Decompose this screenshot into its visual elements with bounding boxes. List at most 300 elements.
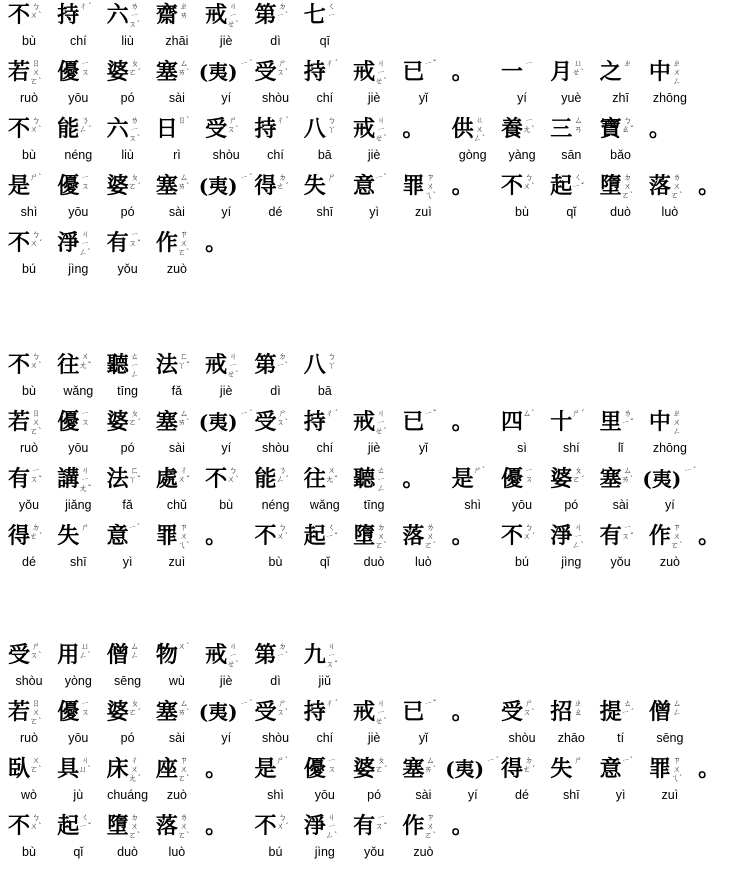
hanzi-glyph: 床 — [106, 756, 129, 782]
zhuyin-annotation: ㄅㄠˇ — [621, 116, 634, 135]
pinyin-annotation: luò — [168, 845, 186, 859]
zhuyin-annotation: ㄕ — [327, 173, 337, 183]
hanzi-glyph: 不 — [205, 466, 228, 492]
zhuyin-annotation: ㄐㄧㄝˋ — [374, 116, 388, 144]
pinyin-annotation: chí — [316, 731, 334, 745]
zhuyin-annotation: ㄐㄧㄡˇ — [325, 642, 339, 670]
hanzi-glyph: 意 — [599, 756, 622, 782]
hanzi-glyph: 塞 — [402, 756, 425, 782]
pinyin-annotation: dì — [270, 384, 281, 398]
pinyin-annotation: duò — [363, 555, 385, 569]
zhuyin-annotation: ㄅㄨˊ — [276, 813, 289, 832]
zhuyin-annotation: ㄐㄧㄝˋ — [374, 59, 388, 87]
pinyin-annotation: shí — [562, 441, 580, 455]
pinyin-annotation: wù — [168, 674, 185, 688]
zhuyin-annotation: ㄧˊ — [239, 699, 253, 709]
hanzi-glyph: 罪 — [648, 756, 671, 782]
pinyin-annotation: bā — [317, 384, 332, 398]
zhuyin-annotation: ㄗㄨㄛˋ — [424, 813, 437, 841]
zhuyin-annotation: ㄧˇ — [424, 699, 437, 709]
hanzi-glyph: 八 — [303, 352, 326, 378]
pinyin-annotation: bù — [22, 34, 36, 48]
zhuyin-annotation: ㄑㄧˇ — [325, 523, 339, 542]
zhuyin-annotation: ㄕ — [574, 756, 583, 766]
pinyin-annotation: bù — [22, 148, 36, 162]
hanzi-glyph: 中 — [648, 59, 671, 85]
zhuyin-annotation: ㄧˋ — [621, 756, 634, 766]
hanzi-glyph: 。 — [648, 116, 671, 142]
hanzi-glyph: 婆 — [550, 466, 573, 492]
hanzi-glyph: 受 — [254, 59, 277, 85]
hanzi-glyph: 受 — [254, 409, 277, 435]
zhuyin-annotation: ㄗㄨㄛˋ — [177, 756, 191, 784]
pinyin-annotation: jiè — [219, 34, 233, 48]
pinyin-annotation: jiǔ — [318, 674, 332, 688]
hanzi-glyph: 僧 — [648, 699, 671, 725]
hanzi-glyph: 養 — [500, 116, 523, 142]
hanzi-glyph: 。 — [698, 756, 721, 782]
pinyin-annotation: chuáng — [107, 788, 149, 802]
hanzi-glyph: 罪 — [155, 523, 178, 549]
hanzi-glyph: 九 — [303, 642, 326, 668]
hanzi-glyph: (夷) — [198, 60, 238, 84]
annotated-character — [694, 523, 744, 569]
zhuyin-annotation: ㄕㄡˋ — [276, 59, 289, 78]
hanzi-glyph: 已 — [402, 409, 425, 435]
zhuyin-annotation: ㄐㄧㄝˋ — [226, 2, 240, 30]
zhuyin-annotation: ㄧˊ — [239, 173, 253, 183]
text-line — [0, 230, 705, 278]
hanzi-glyph: 日 — [155, 116, 178, 142]
zhuyin-annotation: ㄓㄨㄥ — [672, 409, 682, 437]
hanzi-glyph: 墮 — [599, 173, 622, 199]
annotated-character — [398, 699, 448, 745]
zhuyin-annotation: ㄈㄚˇ — [177, 352, 191, 371]
zhuyin-annotation: ㄙㄥ — [130, 642, 139, 661]
hanzi-glyph: 聽 — [106, 352, 129, 378]
annotated-character — [596, 116, 646, 162]
zhuyin-annotation: ㄔˊ — [325, 59, 339, 69]
hanzi-glyph: 聽 — [353, 466, 376, 492]
pinyin-annotation: zuò — [413, 845, 434, 859]
zhuyin-annotation: ㄐㄧㄝˋ — [226, 642, 240, 670]
hanzi-glyph: 塞 — [599, 466, 622, 492]
pinyin-annotation: jìng — [561, 555, 582, 569]
zhuyin-annotation: ㄅㄨˋ — [522, 173, 536, 192]
hanzi-glyph: 戒 — [205, 352, 228, 378]
zhuyin-annotation: ㄧㄡ — [81, 409, 90, 428]
pinyin-annotation: gòng — [458, 148, 487, 162]
pinyin-annotation: yǐ — [418, 441, 428, 455]
pinyin-annotation: pó — [120, 205, 135, 219]
zhuyin-annotation: ㄆㄛˊ — [374, 756, 388, 775]
pinyin-annotation: yǒu — [18, 498, 40, 512]
annotated-character — [300, 2, 350, 48]
zhuyin-annotation: ㄕㄡˋ — [29, 642, 43, 661]
zhuyin-annotation: ㄖㄨㄛˋ — [29, 699, 43, 727]
pinyin-annotation: zuò — [166, 262, 187, 276]
annotated-character — [645, 59, 695, 105]
hanzi-glyph: 淨 — [303, 813, 326, 839]
hanzi-glyph: 有 — [7, 466, 30, 492]
hanzi-glyph: 中 — [648, 409, 671, 435]
hanzi-glyph: 寶 — [599, 116, 622, 142]
zhuyin-annotation: ㄨˋ — [177, 642, 191, 652]
pinyin-annotation: néng — [261, 498, 290, 512]
pinyin-annotation: sēng — [656, 731, 684, 745]
zhuyin-annotation: ㄅㄚ — [327, 352, 337, 371]
pinyin-annotation: zhōng — [652, 91, 687, 105]
pinyin-annotation: sài — [612, 498, 629, 512]
pinyin-annotation: yǐ — [418, 91, 428, 105]
pinyin-annotation: yuè — [561, 91, 582, 105]
pinyin-annotation: luò — [415, 555, 432, 569]
pinyin-annotation: yǒu — [610, 555, 631, 569]
annotated-character — [645, 523, 695, 569]
hanzi-glyph: 優 — [500, 466, 523, 492]
text-line — [0, 409, 705, 457]
hanzi-glyph: 持 — [303, 59, 326, 85]
hanzi-glyph: 三 — [550, 116, 573, 142]
zhuyin-annotation: ㄧˊ — [239, 409, 253, 419]
pinyin-annotation: tīng — [363, 498, 385, 512]
pinyin-annotation: jìng — [314, 845, 335, 859]
pinyin-annotation: jù — [73, 788, 84, 802]
zhuyin-annotation: ㄉㄨㄛˋ — [621, 173, 634, 201]
pinyin-annotation: bù — [515, 205, 529, 219]
pinyin-annotation: jiè — [367, 148, 381, 162]
zhuyin-annotation: ㄕㄡˋ — [226, 116, 240, 135]
pinyin-annotation: qǐ — [73, 845, 84, 859]
pinyin-annotation: yí — [221, 441, 232, 455]
annotated-character — [152, 523, 202, 569]
hanzi-glyph: 不 — [254, 523, 277, 549]
zhuyin-annotation: ㄐㄧㄝˋ — [374, 409, 388, 437]
zhuyin-annotation: ㄩㄝˋ — [571, 59, 585, 78]
zhuyin-annotation: ㄓㄨㄥ — [672, 59, 682, 87]
hanzi-glyph: 作 — [648, 523, 671, 549]
annotated-character — [645, 756, 695, 802]
hanzi-glyph: 作 — [402, 813, 425, 839]
text-line — [0, 116, 705, 164]
zhuyin-annotation: ㄅㄨˋ — [226, 466, 240, 485]
hanzi-glyph: 落 — [155, 813, 178, 839]
pinyin-annotation: duò — [117, 845, 139, 859]
zhuyin-annotation: ㄙㄞˋ — [177, 59, 191, 78]
hanzi-glyph: 塞 — [155, 409, 178, 435]
pinyin-annotation: yí — [221, 91, 232, 105]
zhuyin-annotation: ㄆㄛˊ — [571, 466, 585, 485]
hanzi-glyph: 婆 — [106, 409, 129, 435]
pinyin-annotation: dé — [268, 205, 283, 219]
hanzi-glyph: 法 — [106, 466, 129, 492]
hanzi-glyph: 不 — [7, 230, 30, 256]
pinyin-annotation: bú — [515, 555, 529, 569]
zhuyin-annotation: ㄅㄨˊ — [29, 230, 43, 249]
hanzi-glyph: 優 — [57, 409, 80, 435]
zhuyin-annotation: ㄖˋ — [177, 116, 191, 126]
hanzi-glyph: 處 — [155, 466, 178, 492]
hanzi-glyph: 往 — [57, 352, 80, 378]
zhuyin-annotation: ㄊㄧㄥ — [130, 352, 139, 380]
pinyin-annotation: jiè — [219, 384, 233, 398]
hanzi-glyph: (夷) — [198, 700, 238, 724]
hanzi-glyph: 有 — [353, 813, 376, 839]
hanzi-glyph: 婆 — [106, 173, 129, 199]
text-line — [0, 523, 721, 571]
zhuyin-annotation: ㄅㄨˋ — [276, 523, 289, 542]
text-line — [0, 59, 705, 107]
zhuyin-annotation: ㄕㄡˋ — [276, 699, 289, 718]
annotated-character — [152, 813, 202, 859]
zhuyin-annotation: ㄖㄨㄛˋ — [29, 409, 43, 437]
zhuyin-annotation: ㄆㄛˊ — [128, 699, 141, 718]
annotated-character — [398, 523, 448, 569]
pinyin-annotation: yōu — [68, 441, 89, 455]
zhuyin-annotation: ㄌㄨㄛˋ — [670, 173, 684, 201]
hanzi-glyph: 。 — [451, 409, 474, 435]
zhuyin-annotation: ㄐㄩˋ — [78, 756, 92, 775]
hanzi-glyph: 持 — [254, 116, 277, 142]
zhuyin-annotation: ㄌㄧㄡˋ — [128, 116, 141, 144]
zhuyin-annotation: ㄓ — [623, 59, 632, 69]
zhuyin-annotation: ㄗㄨㄟˋ — [177, 523, 191, 551]
zhuyin-annotation: ㄉㄧˋ — [276, 2, 289, 21]
zhuyin-annotation: ㄋㄥˊ — [276, 466, 289, 485]
pinyin-annotation: shòu — [261, 731, 290, 745]
pinyin-annotation: qǐ — [319, 555, 330, 569]
annotated-character — [645, 173, 695, 219]
hanzi-glyph: 僧 — [106, 642, 129, 668]
hanzi-glyph: 婆 — [106, 699, 129, 725]
zhuyin-annotation: ㄧˇ — [424, 409, 437, 419]
pinyin-annotation: pó — [564, 498, 579, 512]
zhuyin-annotation: ㄉㄧˋ — [276, 642, 289, 661]
pinyin-annotation: bǎo — [610, 148, 632, 162]
zhuyin-annotation: ㄖㄨㄛˋ — [29, 59, 43, 87]
text-line — [0, 813, 705, 861]
hanzi-glyph: 。 — [451, 699, 474, 725]
pinyin-annotation: chí — [69, 34, 87, 48]
pinyin-annotation: néng — [64, 148, 93, 162]
pinyin-annotation: zuò — [166, 788, 187, 802]
hanzi-glyph: 六 — [106, 2, 129, 28]
section-title — [0, 352, 705, 400]
zhuyin-annotation: ㄨㄤˇ — [78, 352, 92, 371]
pinyin-annotation: yǒu — [117, 262, 138, 276]
pinyin-annotation: bù — [268, 555, 283, 569]
zhuyin-annotation: ㄐㄧㄥˋ — [325, 813, 339, 841]
pinyin-annotation: lǐ — [617, 441, 624, 455]
pinyin-annotation: jiè — [367, 91, 381, 105]
zhuyin-annotation: ㄧˊ — [683, 466, 697, 476]
hanzi-glyph: 受 — [7, 642, 30, 668]
zhuyin-annotation: ㄧㄡ — [81, 59, 90, 78]
pinyin-annotation: zuì — [415, 205, 432, 219]
pinyin-annotation: pó — [120, 731, 135, 745]
hanzi-glyph: 十 — [550, 409, 573, 435]
hanzi-glyph: 婆 — [353, 756, 376, 782]
pinyin-annotation: liù — [121, 148, 134, 162]
pinyin-annotation: yōu — [68, 731, 89, 745]
zhuyin-annotation: ㄔˊ — [325, 409, 339, 419]
zhuyin-annotation: ㄧㄡˇ — [29, 466, 43, 485]
hanzi-glyph: 供 — [451, 116, 474, 142]
hanzi-glyph: 不 — [500, 173, 523, 199]
zhuyin-annotation: ㄙㄢ — [574, 116, 583, 135]
zhuyin-annotation: ㄔˊ — [78, 2, 92, 12]
hanzi-glyph: 。 — [205, 230, 228, 256]
text-line — [0, 466, 705, 514]
hanzi-glyph: 受 — [205, 116, 228, 142]
pinyin-annotation: bú — [22, 262, 36, 276]
pinyin-annotation: shòu — [261, 91, 290, 105]
zhuyin-annotation: ㄌㄧㄡˋ — [128, 2, 141, 30]
pinyin-annotation: yǒu — [364, 845, 385, 859]
hanzi-glyph: 意 — [353, 173, 376, 199]
pinyin-annotation: dé — [22, 555, 36, 569]
annotated-character — [300, 352, 350, 398]
zhuyin-annotation: ㄧㄡˇ — [128, 230, 141, 249]
zhuyin-annotation: ㄔㄨˇ — [177, 466, 191, 485]
zhuyin-annotation: ㄙˋ — [522, 409, 536, 419]
hanzi-glyph: 一 — [500, 59, 523, 85]
hanzi-glyph: 若 — [7, 59, 30, 85]
annotated-character — [694, 173, 744, 219]
hanzi-glyph: 婆 — [106, 59, 129, 85]
pinyin-annotation: shī — [562, 788, 580, 802]
hanzi-glyph: 。 — [451, 59, 474, 85]
pinyin-annotation: sài — [168, 205, 185, 219]
hanzi-glyph: 起 — [303, 523, 326, 549]
hanzi-glyph: 持 — [57, 2, 80, 28]
zhuyin-annotation: ㄆㄛˊ — [128, 173, 141, 192]
zhuyin-annotation: ㄧˊ — [486, 756, 500, 766]
pinyin-annotation: yōu — [68, 91, 89, 105]
hanzi-glyph: 淨 — [57, 230, 80, 256]
hanzi-glyph: 若 — [7, 699, 30, 725]
hanzi-glyph: 優 — [57, 173, 80, 199]
zhuyin-annotation: ㄊㄧㄥ — [376, 466, 386, 494]
zhuyin-annotation: ㄨㄛˋ — [29, 756, 43, 775]
zhuyin-annotation: ㄧㄡ — [524, 466, 534, 485]
hanzi-glyph: 若 — [7, 409, 30, 435]
hanzi-glyph: 起 — [57, 813, 80, 839]
hanzi-glyph: 優 — [57, 699, 80, 725]
pinyin-annotation: yòng — [64, 674, 92, 688]
hanzi-glyph: 戒 — [205, 2, 228, 28]
zhuyin-annotation: ㄗㄨㄛˋ — [670, 523, 684, 551]
zhuyin-annotation: ㄌㄨㄛˋ — [424, 523, 437, 551]
pinyin-annotation: chí — [267, 148, 284, 162]
zhuyin-annotation: ㄙㄞˋ — [177, 173, 191, 192]
hanzi-glyph: 落 — [402, 523, 425, 549]
pinyin-annotation: sài — [168, 731, 185, 745]
zhuyin-annotation: ㄑㄧˇ — [78, 813, 92, 832]
zhuyin-annotation: ㄉㄜˊ — [29, 523, 43, 542]
pinyin-annotation: zuò — [659, 555, 680, 569]
pinyin-annotation: sài — [415, 788, 432, 802]
pinyin-annotation: bù — [22, 384, 36, 398]
pinyin-annotation: wò — [21, 788, 37, 802]
hanzi-glyph: 淨 — [550, 523, 573, 549]
hanzi-glyph: 墮 — [106, 813, 129, 839]
hanzi-glyph: 。 — [698, 523, 721, 549]
pinyin-annotation: shì — [20, 205, 38, 219]
hanzi-glyph: 戒 — [353, 699, 376, 725]
pinyin-annotation: zhāo — [557, 731, 585, 745]
zhuyin-annotation: ㄩㄥˋ — [78, 642, 92, 661]
hanzi-glyph: 起 — [550, 173, 573, 199]
annotated-character — [398, 813, 448, 859]
pinyin-annotation: duò — [610, 205, 632, 219]
hanzi-glyph: 得 — [500, 756, 523, 782]
pinyin-annotation: sài — [168, 91, 185, 105]
hanzi-glyph: 八 — [303, 116, 326, 142]
zhuyin-annotation: ㄋㄥˊ — [78, 116, 92, 135]
pinyin-annotation: pó — [367, 788, 382, 802]
hanzi-glyph: 。 — [451, 813, 474, 839]
pinyin-annotation: zuì — [661, 788, 679, 802]
pinyin-annotation: tí — [617, 731, 625, 745]
hanzi-glyph: 里 — [599, 409, 622, 435]
hanzi-glyph: 優 — [303, 756, 326, 782]
pinyin-annotation: wǎng — [309, 498, 340, 512]
zhuyin-annotation: ㄐㄧㄤˇ — [78, 466, 92, 494]
hanzi-glyph: 持 — [303, 409, 326, 435]
hanzi-glyph: 講 — [57, 466, 80, 492]
zhuyin-annotation: ㄙㄞˋ — [621, 466, 634, 485]
pinyin-annotation: chí — [316, 441, 334, 455]
hanzi-glyph: 是 — [7, 173, 30, 199]
zhuyin-annotation: ㄨㄤˇ — [325, 466, 339, 485]
hanzi-glyph: 七 — [303, 2, 326, 28]
pinyin-annotation: yōu — [68, 205, 89, 219]
hanzi-glyph: 罪 — [402, 173, 425, 199]
zhuyin-annotation: ㄆㄛˊ — [128, 59, 141, 78]
zhuyin-annotation: ㄔㄨㄤˊ — [128, 756, 141, 784]
zhuyin-annotation: ㄕˋ — [276, 756, 289, 766]
hanzi-glyph: 戒 — [353, 409, 376, 435]
zhuyin-annotation: ㄐㄧㄝˋ — [226, 352, 240, 380]
pinyin-annotation: yí — [221, 205, 232, 219]
zhuyin-annotation: ㄍㄨㄥˋ — [473, 116, 487, 144]
zhuyin-annotation: ㄙㄞˋ — [177, 699, 191, 718]
hanzi-glyph: 作 — [155, 230, 178, 256]
zhuyin-annotation: ㄌㄧˇ — [621, 409, 634, 428]
pinyin-annotation: bù — [219, 498, 234, 512]
pinyin-annotation: qī — [319, 34, 331, 48]
pinyin-annotation: shī — [69, 555, 87, 569]
pinyin-annotation: shòu — [212, 148, 240, 162]
pinyin-annotation: jìng — [68, 262, 89, 276]
pinyin-annotation: shì — [464, 498, 482, 512]
zhuyin-annotation: ㄅㄨˋ — [29, 352, 43, 371]
section-title — [0, 2, 705, 50]
hanzi-glyph: 戒 — [353, 116, 376, 142]
pinyin-annotation: dì — [270, 34, 281, 48]
hanzi-glyph: 戒 — [353, 59, 376, 85]
hanzi-glyph: 第 — [254, 642, 277, 668]
pinyin-annotation: tīng — [117, 384, 139, 398]
hanzi-glyph: 月 — [550, 59, 573, 85]
hanzi-glyph: 四 — [500, 409, 523, 435]
zhuyin-annotation: ㄧ — [524, 59, 534, 69]
hanzi-glyph: 能 — [57, 116, 80, 142]
hanzi-glyph: 。 — [205, 813, 228, 839]
hanzi-glyph: 提 — [599, 699, 622, 725]
hanzi-glyph: (夷) — [642, 467, 682, 491]
